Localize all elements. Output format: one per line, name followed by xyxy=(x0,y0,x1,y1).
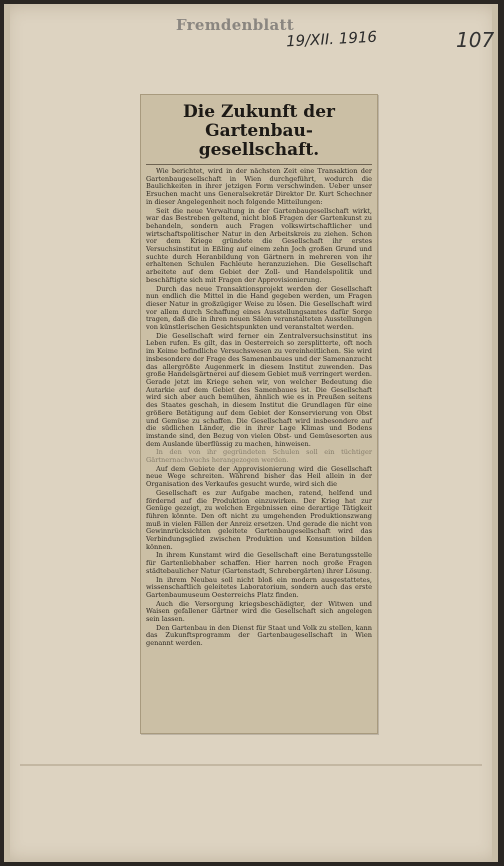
article-paragraph: In den von ihr gegründeten Schulen soll ein tüchtiger Gärtnernachwuchs herangezogen werden. xyxy=(146,448,372,465)
article-paragraph: Den Gartenbau in den Dienst für Staat und Volk zu stellen, kann das Zukunftsprogramm der Gartenbaugesellschaft in Wien genannt werden. xyxy=(146,623,372,648)
paper-fold-line xyxy=(20,764,482,766)
handwritten-page-number: 107 xyxy=(456,28,495,52)
article-paragraph: In ihrem Neubau soll nicht bloß ein modern ausgestattetes, wissenschaftlich geleitetes Laboratorium, sondern auch das erste Gartenbaumuseum Oesterreichs Platz finden. xyxy=(146,575,372,599)
article-paragraph: Seit die neue Verwaltung in der Gartenbaugesellschaft wirkt, war das Bestreben geltend, nicht bloß Fragen der Gartenkunst zu behandeln, sondern auch Fragen volkswirtschaftlicher und wirtschaftspolitischer Natur in den Arbeitskreis zu ziehen. Schon vor dem Kriege gründete die Gesellschaft ihr erstes Versuchsinstitut in Eßling auf einem zehn Joch großen Grund und suchte durch Heranbildung von Gärtnern in mehreren von ihr erhaltenen Schulen Fachleute heranzuziehen. Die Gesellschaft arbeitete auf dem Gebiet der Zoll- und Handelspolitik und beschäftigte sich mit Fragen der Approvisionierung. xyxy=(146,206,372,284)
article-title: Die Zukunft der Gartenbau-gesellschaft. xyxy=(183,102,335,160)
article-paragraph: Durch das neue Transaktionsprojekt werden der Gesellschaft nun endlich die Mittel in die Hand gegeben werden, um Fragen dieser Natur in großzügiger Weise zu lösen. Die Gesellschaft wird vor allem durch Schaffung eines Ausstellungsamtes dafür Sorge tragen, daß die in ihren neuen Sälen veranstalteten Ausstellungen von künstlerischen Gesichtspunkten und veranstaltet werden. xyxy=(146,284,372,332)
article-body xyxy=(141,168,377,648)
newspaper-stamp: Fremdenblatt xyxy=(176,16,295,34)
article-paragraph: Auch die Versorgung kriegsbeschädigter, der Witwen und Waisen gefallener Gärtner wird die Gesellschaft sich angelegen sein lassen. xyxy=(146,599,372,624)
article-paragraph: In ihrem Kunstamt wird die Gesellschaft eine Beratungsstelle für Gartenliebhaber schaffen. Hier harren noch große Fragen städtebaulicher Natur (Gartenstadt, Schrebergärten) ihrer Lösung. xyxy=(146,551,372,575)
article-paragraph: Wie berichtet, wird in der nächsten Zeit eine Transaktion der Gartenbaugesellschaft in Wien durchgeführt, wodurch die Baulichkeiten in ihrer jetzigen Form verschwinden. Ueber unser Ersuchen macht uns Generalsekretär Direktor Dr. Kurt Schechner in dieser Angelegenheit noch folgende Mitteilungen: xyxy=(146,167,372,206)
article-paragraph: Auf dem Gebiete der Approvisionierung wird die Gesellschaft neue Wege schreiten. Während bisher das Heil allein in der Organisation des Verkaufes gesucht wurde, wird sich die xyxy=(146,464,372,489)
article-paragraph: Gesellschaft es zur Aufgabe machen, ratend, helfend und fördernd auf die Produktion einzuwirken. Der Krieg hat zur Genüge gezeigt, zu welchen Ergebnissen eine derartige Tätigkeit führen könnte. Den oft nicht zu umgehenden Produktionszwang muß in vielen Fällen der Anreiz ersetzen. Und gerade die nicht von Gewinnrücksichten geleitete Gartenbaugesellschaft wird das Verbindungsglied zwischen Produktion und Konsumtion bilden können. xyxy=(146,488,372,551)
sheet-right-edge xyxy=(492,4,498,862)
article-paragraph: Die Gesellschaft wird ferner ein Zentralversuchsinstitut ins Leben rufen. Es gilt, das in Oesterreich so zersplitterte, oft noch im Keime befindliche Versuchswesen zu vereinheitlichen. Sie wird insbesondere der Frage des Samenanbaues und der Samenanzucht das allergrößte Augenmerk in diesem Institut zuwenden. Das große Handelsgärtnerei auf diesem Gebiet muß verringert werden. Gerade jetzt im Kriege sehen wir, von welcher Bedeutung die Autarkie auf dem Gebiet des Samenbaues ist. Die Gesellschaft wird sich aber auch bemühen, ähnlich wie es in Preußen seitens des Staates geschah, in diesem Institut die Grundlagen für eine größere Betätigung auf dem Gebiet der Konservierung von Obst und Gemüse zu schaffen. Die Gesellschaft wird insbesondere auf die südlichen Länder, die in ihrer Lage Klimas und Bodens imstande sind, den Bezug von vielen Obst- und Gemüsesorten aus dem Auslande überflüssig zu machen, hinweisen. xyxy=(146,331,372,448)
newspaper-clipping xyxy=(140,94,378,734)
title-divider xyxy=(146,164,372,165)
sheet-left-edge xyxy=(4,4,10,862)
handwritten-date: 19/XII. 1916 xyxy=(285,27,378,51)
